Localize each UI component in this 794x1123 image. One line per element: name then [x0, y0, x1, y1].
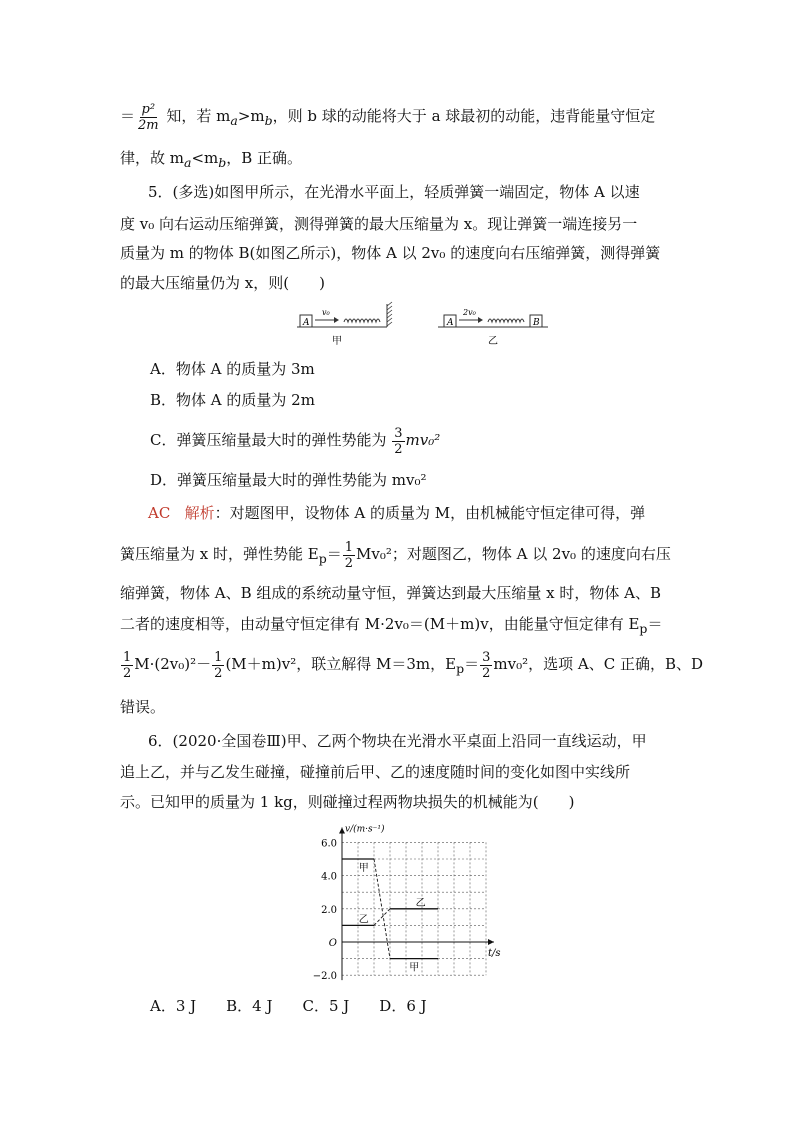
fraction — [392, 426, 404, 457]
sub: p — [639, 621, 648, 636]
text: Mv₀²；对题图乙，物体 A 以 2v₀ 的速度向右压 — [356, 545, 671, 563]
fraction — [212, 650, 224, 681]
sub: b — [264, 113, 273, 128]
figure-jia — [292, 300, 402, 348]
text: ，则 b 球的动能将大于 a 球最初的动能，违背能量守恒定 — [272, 107, 656, 125]
y-tick-label: 4.0 — [321, 871, 337, 883]
sub: b — [218, 155, 227, 170]
frac-den: 2 — [214, 665, 223, 681]
frac-den: 2 — [344, 555, 354, 571]
block-b-label: B — [533, 318, 540, 328]
spring-icon — [488, 319, 524, 322]
text: M·(2v₀)²－ — [134, 655, 212, 673]
analysis-label: 解析 — [184, 504, 215, 522]
analysis-line-4 — [120, 614, 662, 639]
analysis-line-6: 错误。 — [120, 698, 166, 716]
q6-line-1: 6．(2020·全国卷Ⅲ)甲、乙两个物块在光滑水平桌面上沿同一直线运动，甲 — [148, 732, 647, 750]
y-tick-label: 2.0 — [321, 904, 337, 916]
analysis-line-1 — [148, 503, 645, 523]
frac-num: 3 — [482, 649, 491, 665]
fraction-p2-over-2m — [136, 102, 161, 133]
sub: p — [456, 661, 465, 676]
option-c — [150, 422, 440, 458]
series-label: 甲 — [409, 962, 420, 974]
text: 二者的速度相等，由动量守恒定律有 M·2v₀＝(M＋m)v，由能量守恒定律有 E — [120, 615, 640, 633]
x-axis-label: t/s — [488, 948, 501, 959]
q6-line-2: 追上乙，并与乙发生碰撞，碰撞前后甲、乙的速度随时间的变化如图中实线所 — [120, 763, 631, 781]
frac-den: 2m — [138, 117, 159, 133]
fraction — [121, 650, 133, 681]
fraction — [480, 650, 492, 681]
series-label: 甲 — [358, 863, 369, 874]
sub: a — [230, 113, 238, 128]
sub: a — [184, 155, 192, 170]
q6-options: A．3 J B．4 J C．5 J D．6 J — [150, 997, 427, 1015]
fraction — [343, 540, 355, 571]
frac-num: 1 — [344, 539, 354, 555]
figure-yi — [436, 300, 551, 348]
q4-line-1 — [120, 96, 655, 136]
q4-line-2 — [120, 148, 302, 173]
y-axis-label: v/(m·s⁻¹) — [345, 824, 385, 835]
x-axis-arrow-icon — [488, 939, 494, 945]
block-a-label: A — [303, 318, 310, 328]
text: ：对题图甲，设物体 A 的质量为 M，由机械能守恒定律可得，弹 — [214, 504, 646, 522]
analysis-line-3: 缩弹簧，物体 A、B 组成的系统动量守恒，弹簧达到最大压缩量 x 时，物体 A、B — [120, 584, 662, 602]
q6-line-3: 示。已知甲的质量为 1 kg，则碰撞过程两物块损失的机械能为( ) — [120, 793, 575, 811]
frac-num: 3 — [394, 425, 403, 441]
analysis-line-5 — [120, 645, 703, 683]
frac-num: 1 — [123, 649, 132, 665]
text: ＝ — [647, 615, 663, 633]
q5-line-2: 度 v₀ 向右运动压缩弹簧，测得弹簧的最大压缩量为 x。现让弹簧一端连接另一 — [120, 215, 638, 233]
text: ，B 正确。 — [226, 149, 303, 167]
answer: AC — [148, 504, 171, 522]
frac-den: 2 — [394, 441, 403, 457]
sub: p — [318, 551, 327, 566]
frac-den: 2 — [123, 665, 132, 681]
y-tick-label: O — [328, 938, 337, 949]
block-a-label: A — [447, 318, 454, 328]
q5-line-1: 5．(多选)如图甲所示，在光滑水平面上，轻质弹簧一端固定，物体 A 以速 — [148, 183, 640, 201]
frac-den: 2 — [482, 665, 491, 681]
q5-line-3: 质量为 m 的物体 B(如图乙所示)，物体 A 以 2v₀ 的速度向右压缩弹簧，测得弹簧 — [120, 244, 661, 262]
text: 律，故 m — [120, 149, 184, 167]
velocity-label: v₀ — [322, 308, 330, 317]
q5-line-4: 的最大压缩量仍为 x，则( ) — [120, 274, 325, 292]
caption-jia: 甲 — [332, 336, 342, 347]
text: <m — [191, 149, 219, 167]
series-label: 乙 — [358, 914, 369, 926]
arrow-head-icon — [478, 317, 483, 323]
vt-chart — [310, 818, 515, 990]
option-b: B．物体 A 的质量为 2m — [150, 391, 315, 409]
text: ＝ — [464, 655, 480, 673]
caption-yi: 乙 — [488, 336, 498, 347]
frac-num: 1 — [214, 649, 223, 665]
frac-num: p² — [141, 101, 156, 117]
y-tick-label: −2.0 — [312, 971, 337, 983]
text: mv₀² — [405, 431, 441, 449]
text: mv₀²，选项 A、C 正确，B、D — [493, 655, 704, 673]
text: (M＋m)v²，联立解得 M＝3m，E — [225, 655, 457, 673]
text: 知，若 m — [161, 107, 231, 125]
analysis-line-2 — [120, 536, 671, 572]
velocity-label: 2v₀ — [463, 308, 476, 317]
text: 簧压缩量为 x 时，弹性势能 E — [120, 545, 319, 563]
text: C．弹簧压缩量最大时的弹性势能为 — [150, 431, 387, 449]
option-a: A．物体 A 的质量为 3m — [150, 360, 315, 378]
text: >m — [237, 107, 265, 125]
option-d: D．弹簧压缩量最大时的弹性势能为 mv₀² — [150, 471, 427, 489]
y-tick-label: 6.0 — [321, 838, 337, 850]
spring-icon — [344, 319, 380, 322]
equals: ＝ — [120, 107, 136, 125]
series-label: 乙 — [415, 897, 426, 909]
arrow-head-icon — [334, 317, 339, 323]
text: ＝ — [326, 545, 342, 563]
